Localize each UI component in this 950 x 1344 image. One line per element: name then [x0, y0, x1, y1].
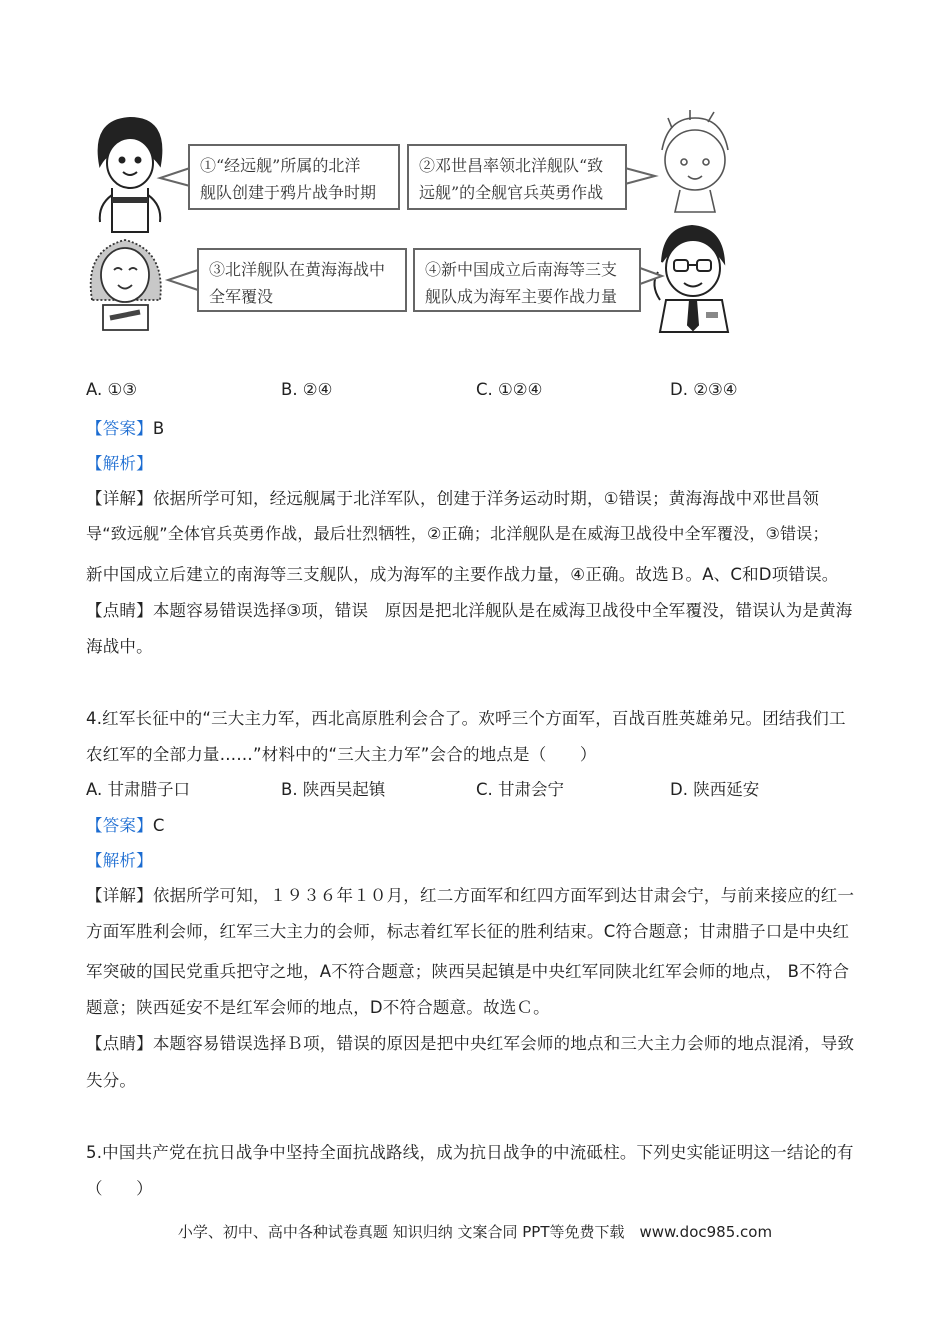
q4-tip-text-1: 本题容易错误选择Ｂ项，错误的原因是把中央红军会师的地点和三大主力会师的地点混淆，导致: [152, 1034, 855, 1053]
bubble-3-line-1: ③北洋舰队在黄海海战中: [209, 260, 386, 279]
q4-stem-line-1: 4.红军长征中的“三大主力军，西北高原胜利会合了。欢呼三个方面军，百战百胜英雄弟兄。团结我们工: [86, 709, 846, 728]
q4-tip-line-1: [86, 1030, 854, 1054]
bubble-4-line-2: 舰队成为海军主要作战力量: [425, 287, 618, 306]
q3-option-d: D. ②③④: [670, 380, 738, 399]
speech-bubble-4: [413, 248, 641, 312]
page-footer: 小学、初中、高中各种试卷真题 知识归纳 文案合同 PPT等免费下载 www.doc985.com: [177, 1223, 773, 1241]
q3-detail-text-1: 依据所学可知，经远舰属于北洋军队，创建于洋务运动时期，①错误；黄海海战中邓世昌领: [152, 489, 820, 508]
q3-detail-line-3: 新中国成立后建立的南海等三支舰队，成为海军的主要作战力量，④正确。故选Ｂ。A、C和D项错误。: [86, 565, 839, 584]
q4-option-b: B. 陕西吴起镇: [281, 780, 386, 799]
q3-answer: [86, 415, 164, 439]
q3-option-c: C. ①②④: [476, 380, 543, 399]
q4-stem-line-2: 农红军的全部力量……”材料中的“三大主力军”会合的地点是（ ）: [86, 745, 597, 764]
q4-tip-line-2: 失分。: [86, 1071, 137, 1090]
girl-character-icon: [99, 118, 162, 232]
q4-detail-line-4: 题意；陕西延安不是红军会师的地点，D不符合题意。故选Ｃ。: [86, 998, 550, 1017]
q3-detail-line-2: 导“致远舰”全体官兵英勇作战，最后壮烈牺牲，②正确；北洋舰队是在威海卫战役中全军覆没，③错误；: [86, 524, 829, 543]
q4-detail-text-1: 依据所学可知，１９３６年１０月，红二方面军和红四方面军到达甘肃会宁，与前来接应的红一: [152, 886, 855, 905]
q4-option-c: C. 甘肃会宁: [476, 780, 565, 799]
man-character-icon: [654, 226, 728, 332]
q4-detail-line-3: 军突破的国民党重兵把守之地，A不符合题意；陕西吴起镇是中央红军同陕北红军会师的地点， B不符合: [86, 962, 850, 981]
boy-character-icon: [662, 110, 728, 212]
q3-answer-label: 【答案】: [86, 419, 153, 438]
q3-analysis: [86, 450, 153, 474]
q4-answer-value: C: [152, 816, 165, 835]
q4-detail-line-2: 方面军胜利会师，红军三大主力的会师，标志着红军长征的胜利结束。C符合题意；甘肃腊子口是中央红: [86, 922, 850, 941]
speech-bubble-3: [197, 248, 407, 312]
q3-tip-label: 【点睛】: [86, 601, 153, 620]
q4-option-d: D. 陕西延安: [670, 780, 760, 799]
q4-detail-label: 【详解】: [86, 886, 153, 905]
woman-character-icon: [91, 240, 161, 330]
q4-analysis-label: 【解析】: [86, 851, 153, 870]
bubble-1-line-1: ①“经远舰”所属的北洋: [200, 156, 361, 175]
bubble-3-line-2: 全军覆没: [209, 287, 274, 306]
speech-bubble-1: [188, 144, 400, 210]
q3-detail-line-1: [86, 485, 819, 509]
q4-option-a: A. 甘肃腊子口: [86, 780, 190, 799]
q4-answer-label: 【答案】: [86, 816, 153, 835]
q3-tip-line-2: 海战中。: [86, 637, 153, 656]
bubble-1-line-2: 舰队创建于鸦片战争时期: [200, 183, 377, 202]
q3-option-b: B. ②④: [281, 380, 333, 399]
q5-stem-line-2: （ ）: [86, 1179, 153, 1198]
q4-tip-label: 【点睛】: [86, 1034, 153, 1053]
bubble-4-line-1: ④新中国成立后南海等三支: [425, 260, 618, 279]
q4-analysis: [86, 847, 153, 871]
q4-answer: [86, 812, 165, 836]
speech-bubble-2: [407, 144, 627, 210]
q4-detail-line-1: [86, 882, 854, 906]
q3-tip-line-1: [86, 597, 853, 621]
q3-answer-value: B: [152, 419, 165, 438]
q3-tip-text-1: 本题容易错误选择③项，错误 原因是把北洋舰队是在威海卫战役中全军覆没，错误认为是黄海: [152, 601, 853, 620]
q3-analysis-label: 【解析】: [86, 454, 153, 473]
bubble-2-line-1: ②邓世昌率领北洋舰队“致: [419, 156, 604, 175]
q3-option-a: A. ①③: [86, 380, 138, 399]
bubble-2-line-2: 远舰”的全舰官兵英勇作战: [419, 183, 604, 202]
q5-stem-line-1: 5.中国共产党在抗日战争中坚持全面抗战路线，成为抗日战争的中流砥柱。下列史实能证明这一结论的有: [86, 1143, 854, 1162]
q3-detail-label: 【详解】: [86, 489, 153, 508]
